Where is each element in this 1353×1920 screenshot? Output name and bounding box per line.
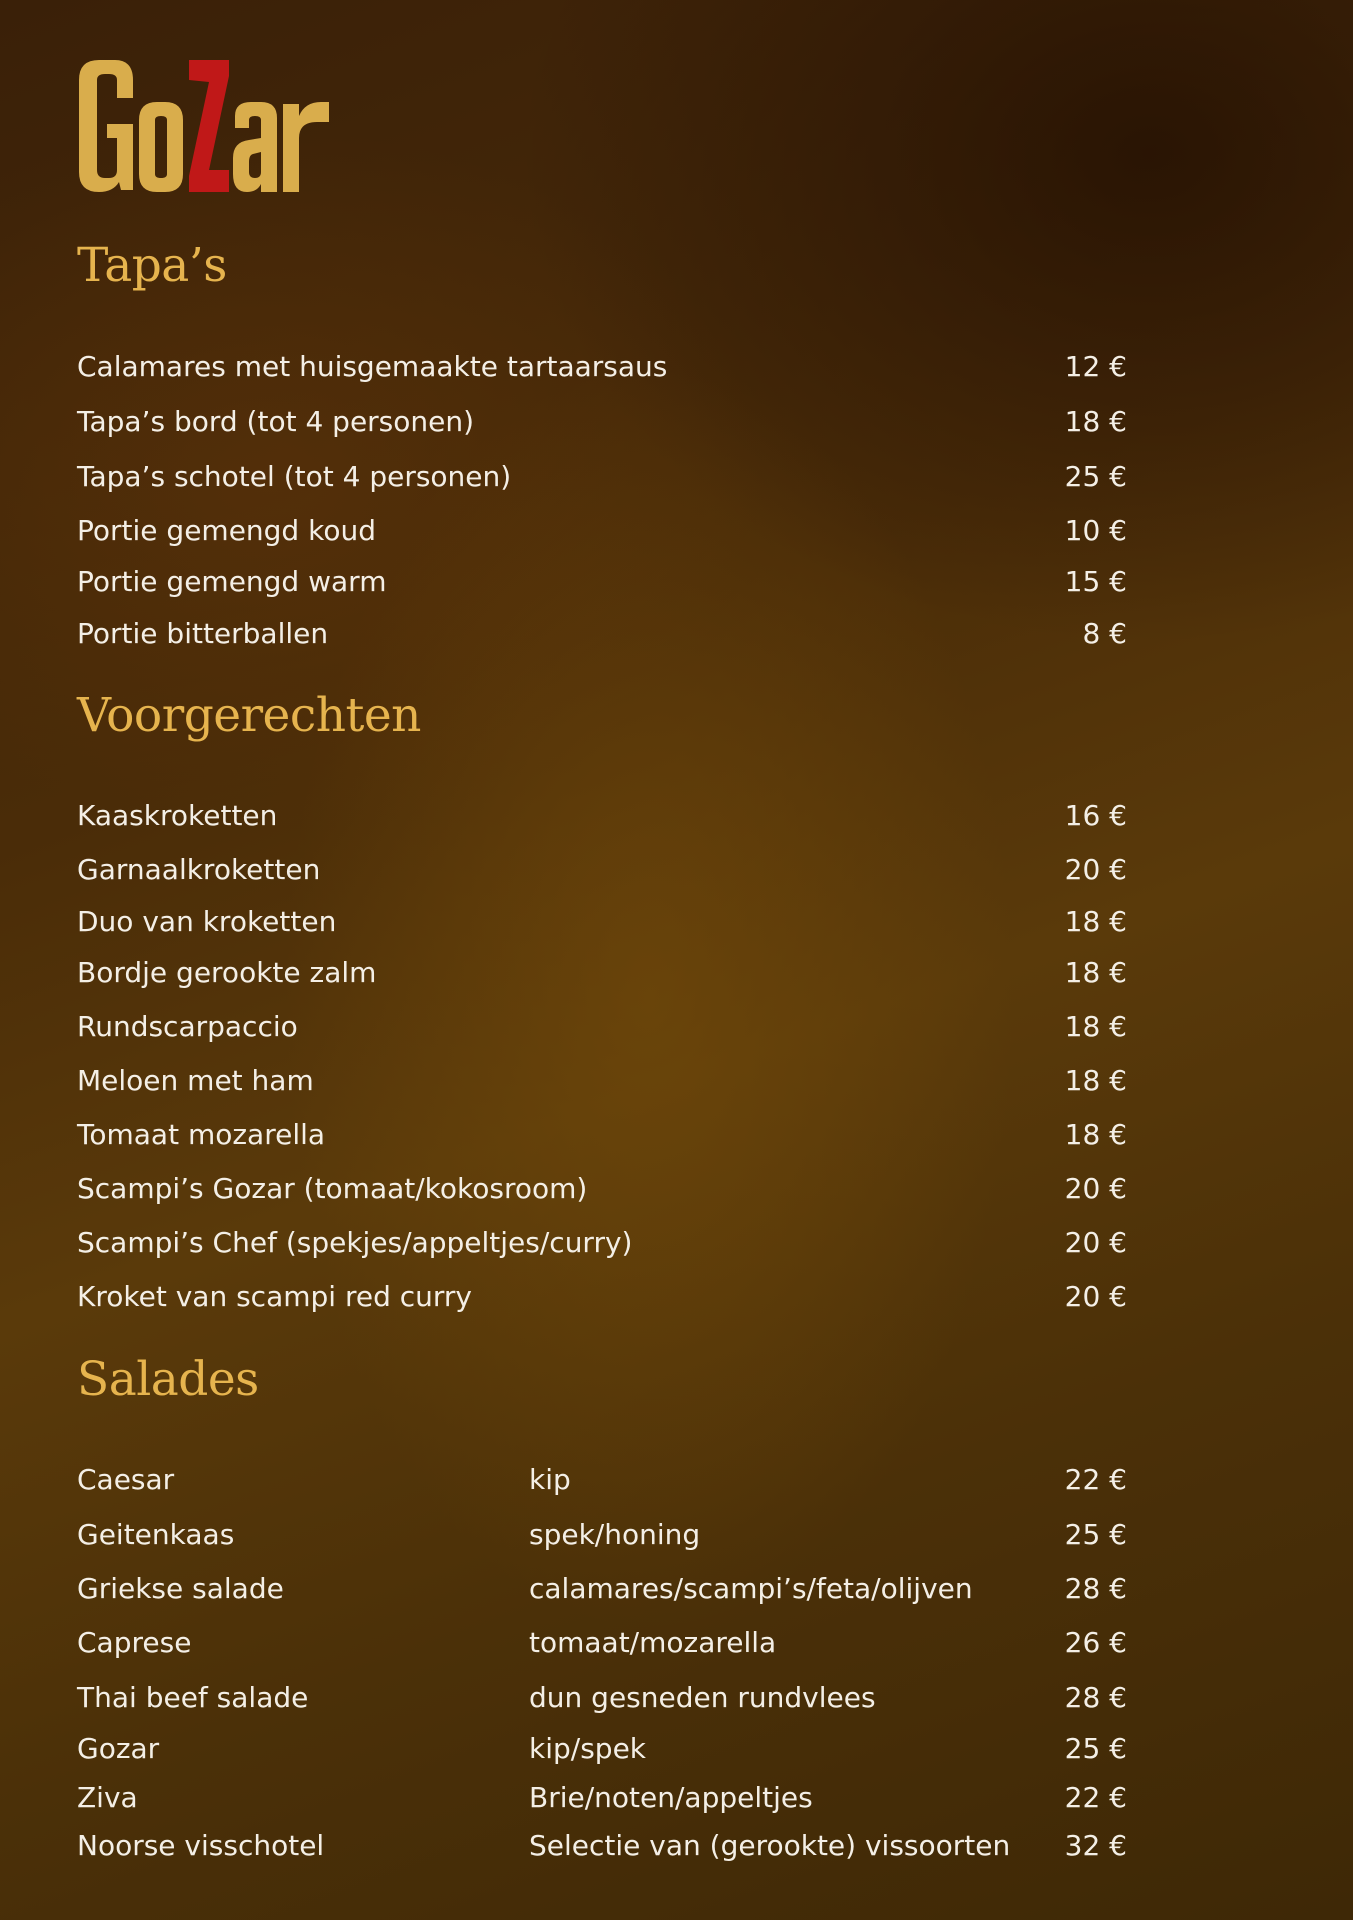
item-name: Meloen met ham [77,1064,314,1097]
item-name: Portie gemengd warm [77,565,387,598]
gozar-logo [77,58,332,198]
item-price: 28 € [1064,1572,1127,1605]
item-price: 18 € [1064,405,1127,438]
item-price: 25 € [1064,1518,1127,1551]
item-name: Duo van kroketten [77,905,337,938]
item-description: calamares/scampi’s/feta/olijven [529,1572,973,1605]
menu-item [77,902,1127,942]
item-price: 18 € [1064,1064,1127,1097]
item-description: spek/honing [529,1518,701,1551]
menu-item [77,1061,1127,1101]
item-price: 8 € [1082,617,1127,650]
item-name: Griekse salade [77,1572,284,1605]
item-price: 10 € [1064,514,1127,547]
item-name: Tapa’s bord (tot 4 personen) [77,405,475,438]
section-heading-salades: Salades [77,1352,259,1407]
item-name: Gozar [77,1732,160,1765]
menu-item [77,796,1127,836]
menu-item [77,953,1127,993]
menu-item [77,1778,1127,1818]
item-name: Calamares met huisgemaakte tartaarsaus [77,350,668,383]
item-price: 25 € [1064,460,1127,493]
menu-item [77,614,1127,654]
menu-item [77,562,1127,602]
item-price: 20 € [1064,853,1127,886]
item-name: Portie bitterballen [77,617,329,650]
item-name: Bordje gerookte zalm [77,956,377,989]
item-price: 22 € [1064,1781,1127,1814]
menu-item [77,1623,1127,1663]
item-description: Brie/noten/appeltjes [529,1781,813,1814]
item-name: Thai beef salade [77,1681,309,1714]
item-name: Geitenkaas [77,1518,235,1551]
item-price: 20 € [1064,1172,1127,1205]
item-price: 22 € [1064,1463,1127,1496]
item-price: 18 € [1064,1010,1127,1043]
item-description: dun gesneden rundvlees [529,1681,876,1714]
item-price: 12 € [1064,350,1127,383]
menu-item [77,850,1127,890]
item-price: 16 € [1064,799,1127,832]
item-name: Portie gemengd koud [77,514,376,547]
menu-item [77,1115,1127,1155]
item-name: Garnaalkroketten [77,853,321,886]
menu-item [77,1169,1127,1209]
item-name: Noorse visschotel [77,1829,325,1862]
menu-item [77,1515,1127,1555]
menu-item [77,1678,1127,1718]
item-price: 32 € [1064,1829,1127,1862]
item-description: Selectie van (gerookte) vissoorten [529,1829,1011,1862]
item-price: 18 € [1064,956,1127,989]
menu-item [77,1007,1127,1047]
item-description: kip [529,1463,571,1496]
section-heading-tapas: Tapa’s [77,238,227,293]
item-price: 26 € [1064,1626,1127,1659]
menu-item [77,1826,1127,1866]
item-name: Kaaskroketten [77,799,278,832]
menu-item [77,402,1127,442]
item-price: 28 € [1064,1681,1127,1714]
menu-item [77,511,1127,551]
item-price: 18 € [1064,1118,1127,1151]
item-name: Caesar [77,1463,175,1496]
menu-item [77,457,1127,497]
menu-item [77,347,1127,387]
item-price: 18 € [1064,905,1127,938]
menu-item [77,1569,1127,1609]
menu-item [77,1223,1127,1263]
item-name: Scampi’s Chef (spekjes/appeltjes/curry) [77,1226,633,1259]
item-description: tomaat/mozarella [529,1626,777,1659]
item-name: Tomaat mozarella [77,1118,326,1151]
item-description: kip/spek [529,1732,647,1765]
item-price: 20 € [1064,1280,1127,1313]
item-price: 15 € [1064,565,1127,598]
item-price: 25 € [1064,1732,1127,1765]
item-name: Kroket van scampi red curry [77,1280,472,1313]
item-name: Tapa’s schotel (tot 4 personen) [77,460,512,493]
menu-item [77,1460,1127,1500]
menu-item [77,1729,1127,1769]
item-name: Rundscarpaccio [77,1010,298,1043]
section-heading-voorgerechten: Voorgerechten [77,688,421,743]
item-name: Caprese [77,1626,192,1659]
item-name: Scampi’s Gozar (tomaat/kokosroom) [77,1172,588,1205]
item-price: 20 € [1064,1226,1127,1259]
item-name: Ziva [77,1781,138,1814]
menu-item [77,1277,1127,1317]
